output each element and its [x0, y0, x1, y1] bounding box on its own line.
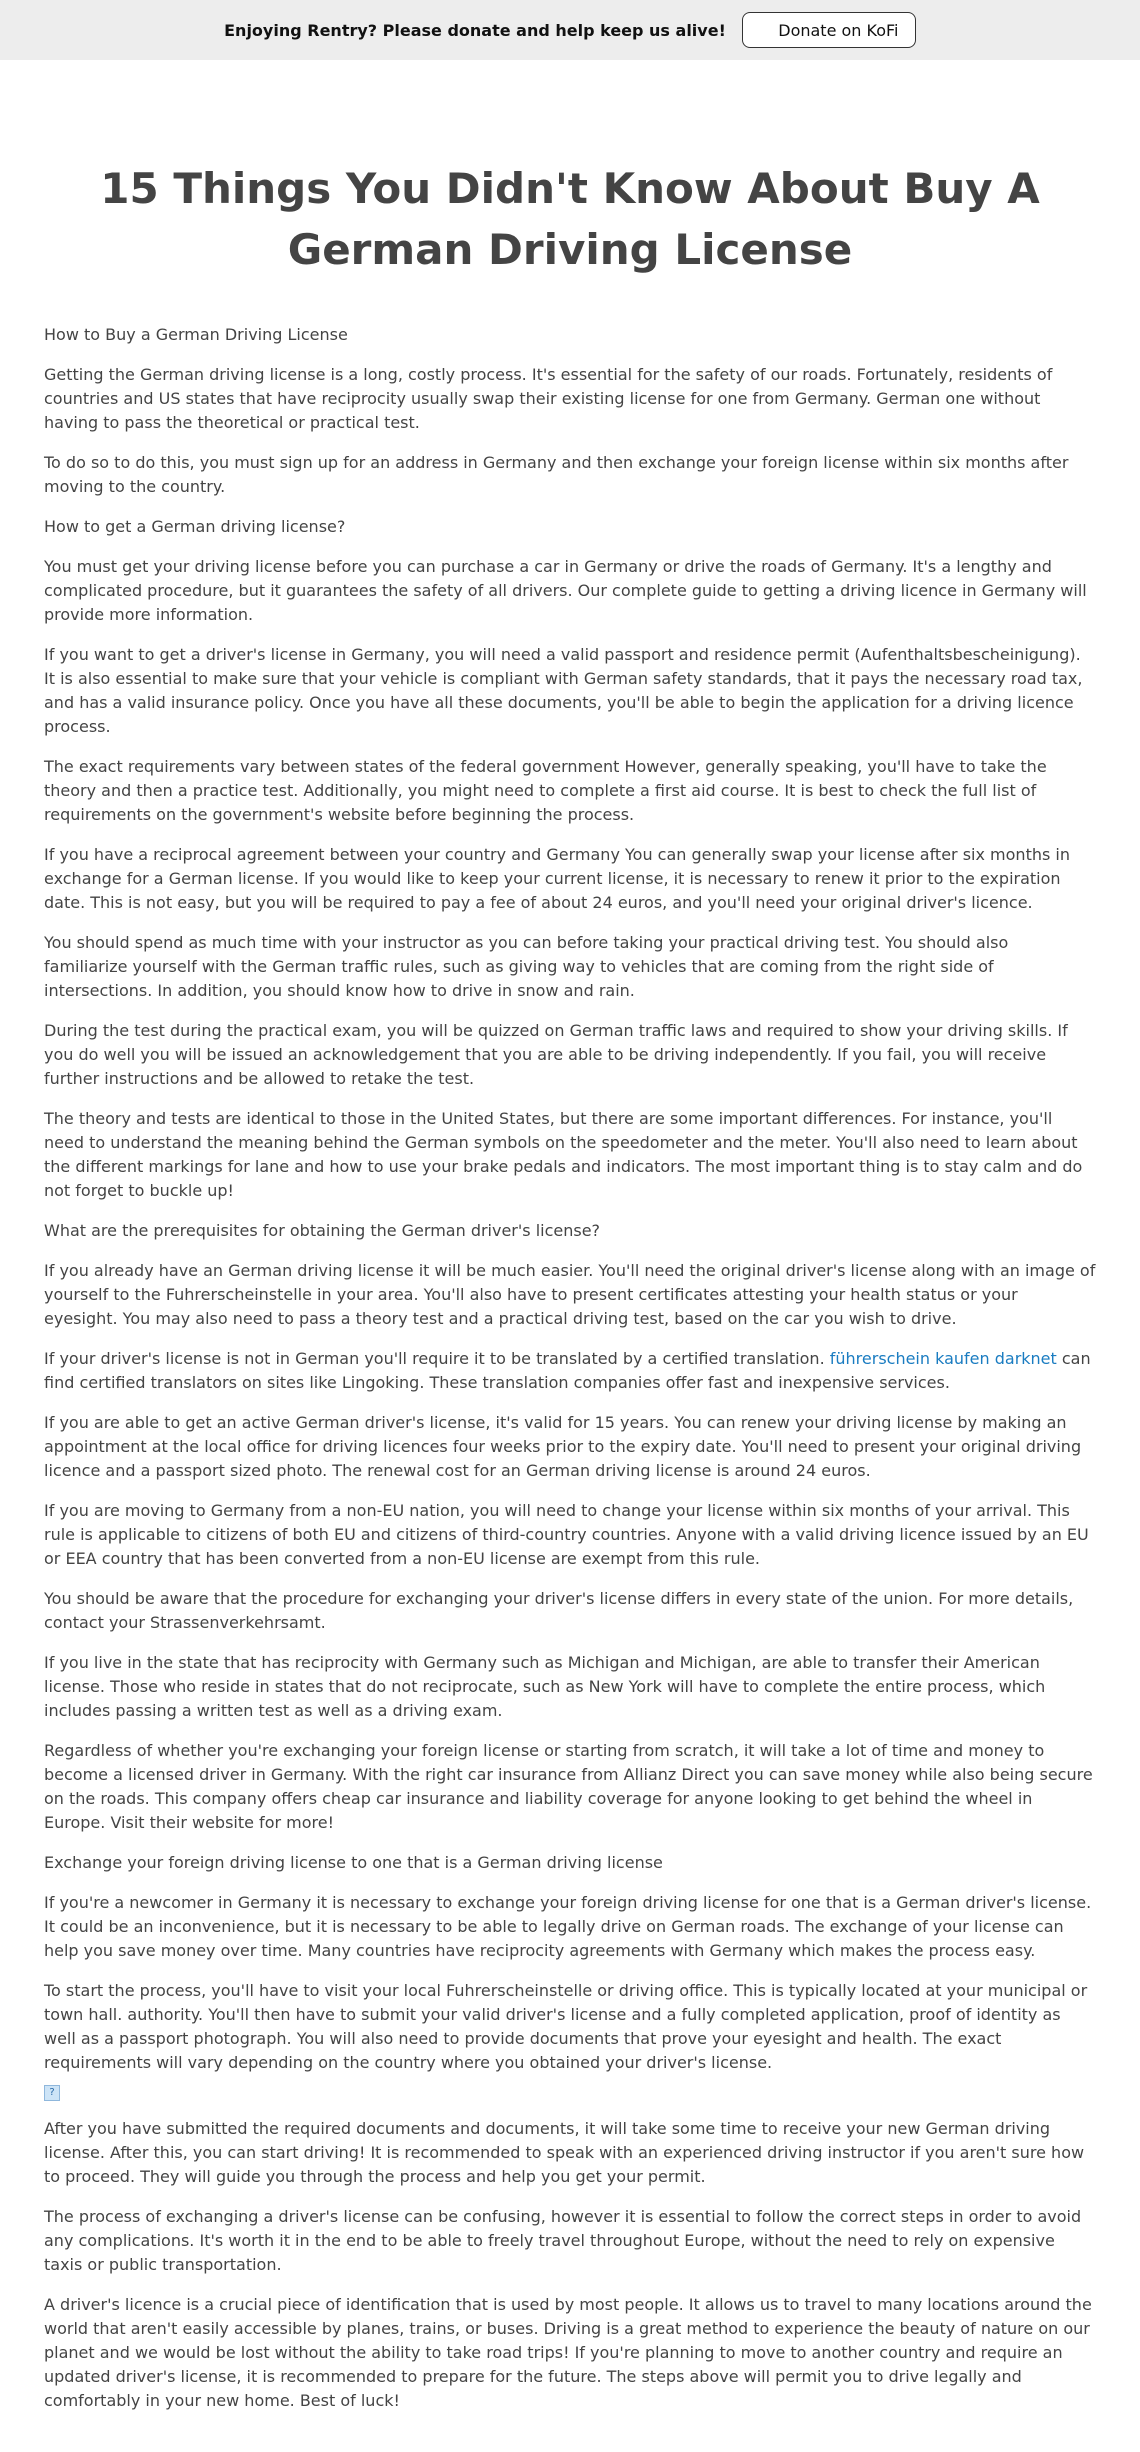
- article-paragraph: If you want to get a driver's license in Germany, you will need a valid passport and residence permit (Aufenthaltsbescheinigung). It is also essential to make sure that your vehicle is compliant with German safety standards, that it pays the necessary road tax, and has a valid insurance policy. Once you have all these documents, you'll be able to begin the application for a driving licence process.: [44, 645, 1083, 736]
- article-content: [44, 60, 1096, 2429]
- article-paragraph: You should be aware that the procedure for exchanging your driver's license differs in every state of the union. For more details, contact your Strassenverkehrsamt.: [44, 1589, 1074, 1632]
- article-paragraph: During the test during the practical exam, you will be quizzed on German traffic laws and required to show your driving skills. If you do well you will be issued an acknowledgement that you are able to be driving independently. If you fail, you will receive further instructions and be allowed to retake the test.: [44, 1021, 1068, 1088]
- article-paragraph: Exchange your foreign driving license to one that is a German driving license: [44, 1853, 663, 1872]
- article-paragraph: Getting the German driving license is a long, costly process. It's essential for the safety of our roads. Fortunately, residents of countries and US states that have reciprocity usually swap their existing license for one from Germany. German one without having to pass the theoretical or practical test.: [44, 365, 1053, 432]
- article-paragraph: The exact requirements vary between states of the federal government However, generally speaking, you'll have to take the theory and then a practice test. Additionally, you might need to complete a first aid course. It is best to check the full list of requirements on the government's website before beginning the process.: [44, 757, 1047, 824]
- article-paragraph: You must get your driving license before you can purchase a car in Germany or drive the roads of Germany. It's a lengthy and complicated procedure, but it guarantees the safety of all drivers. Our complete guide to getting a driving licence in Germany will provide more information.: [44, 557, 1087, 624]
- broken-image-icon: ?: [44, 2085, 60, 2101]
- article-paragraph: If you have a reciprocal agreement between your country and Germany You can generally swap your license after six months in exchange for a German license. If you would like to keep your current license, it is necessary to renew it prior to the expiration date. This is not easy, but you will be required to pay a fee of about 24 euros, and you'll need your original driver's licence.: [44, 845, 1070, 912]
- article-paragraph: To do so to do this, you must sign up for an address in Germany and then exchange your foreign license within six months after moving to the country.: [44, 453, 1069, 496]
- article-paragraph: To start the process, you'll have to visit your local Fuhrerscheinstelle or driving office. This is typically located at your municipal or town hall. authority. You'll then have to submit your valid driver's license and a fully completed application, proof of identity as well as a passport photograph. You will also need to provide documents that prove your eyesight and health. The exact requirements will vary depending on the country where you obtained your driver's license.: [44, 1981, 1088, 2072]
- article-paragraph: The process of exchanging a driver's license can be confusing, however it is essential to follow the correct steps in order to avoid any complications. It's worth it in the end to be able to freely travel throughout Europe, without the need to rely on expensive taxis or public transportation.: [44, 2207, 1082, 2274]
- article-paragraph-with-link: [44, 1347, 1096, 1395]
- donation-banner-text: Enjoying Rentry? Please donate and help keep us alive!: [224, 20, 726, 40]
- article-paragraph: After you have submitted the required documents and documents, it will take some time to receive your new German driving license. After this, you can start driving! It is recommended to speak with an experienced driving instructor if you aren't sure how to proceed. They will guide you through the process and help you get your permit.: [44, 2119, 1085, 2186]
- article-paragraph: If you already have an German driving license it will be much easier. You'll need the original driver's license along with an image of yourself to the Fuhrerscheinstelle in your area. You'll also have to present certificates attesting your health status or your eyesight. You may also need to pass a theory test and a practical driving test, based on the car you wish to drive.: [44, 1261, 1096, 1328]
- article-paragraph: How to Buy a German Driving License: [44, 325, 348, 344]
- donation-banner: [0, 0, 1140, 60]
- article-body: [44, 323, 1096, 2413]
- article-paragraph: A driver's licence is a crucial piece of identification that is used by most people. It allows us to travel to many locations around the world that aren't easily accessible by planes, trains, or buses. Driving is a great method to experience the beauty of nature on our planet and we would be lost without the ability to take road trips! If you're planning to move to another country and require an updated driver's license, it is recommended to prepare for the future. The steps above will permit you to drive legally and comfortably in your new home. Best of luck!: [44, 2295, 1092, 2410]
- article-paragraph: How to get a German driving license?: [44, 517, 346, 536]
- article-paragraph: You should spend as much time with your instructor as you can before taking your practical driving test. You should also familiarize yourself with the German traffic rules, such as giving way to vehicles that are coming from the right side of intersections. In addition, you should know how to drive in snow and rain.: [44, 933, 1009, 1000]
- donate-kofi-button-label: Donate on KoFi: [778, 20, 899, 40]
- article-paragraph: What are the prerequisites for obtaining the German driver's license?: [44, 1221, 601, 1240]
- donate-kofi-button[interactable]: [742, 12, 916, 48]
- article-paragraph: The theory and tests are identical to those in the United States, but there are some important differences. For instance, you'll need to understand the meaning behind the German symbols on the speedometer and the meter. You'll also need to learn about the different markings for lane and how to use your brake pedals and indicators. The most important thing is to stay calm and do not forget to buckle up!: [44, 1109, 1083, 1200]
- article-paragraph: If you are able to get an active German driver's license, it's valid for 15 years. You can renew your driving license by making an appointment at the local office for driving licences four weeks prior to the expiry date. You'll need to present your original driving licence and a passport sized photo. The renewal cost for an German driving license is around 24 euros.: [44, 1413, 1082, 1480]
- article-paragraph: If you're a newcomer in Germany it is necessary to exchange your foreign driving license for one that is a German driver's license. It could be an inconvenience, but it is necessary to be able to legally drive on German roads. The exchange of your license can help you save money over time. Many countries have reciprocity agreements with Germany which makes the process easy.: [44, 1893, 1092, 1960]
- article-paragraph: If you live in the state that has reciprocity with Germany such as Michigan and Michigan, are able to transfer their American license. Those who reside in states that do not reciprocate, such as New York will have to complete the entire process, which includes passing a written test as well as a driving exam.: [44, 1653, 1046, 1720]
- fuhrerschein-link[interactable]: führerschein kaufen darknet: [829, 1349, 1057, 1368]
- kofi-cup-icon: [769, 21, 770, 39]
- page-title: 15 Things You Didn't Know About Buy A German Driving License: [100, 164, 1040, 274]
- linked-paragraph-after: can find certified translators on sites like Lingoking. These translation companies offer fast and inexpensive services.: [44, 1349, 1091, 1392]
- linked-paragraph-before: If your driver's license is not in German you'll require it to be translated by a certified translation.: [44, 1349, 830, 1368]
- article-paragraph: Regardless of whether you're exchanging your foreign license or starting from scratch, it will take a lot of time and money to become a licensed driver in Germany. With the right car insurance from Allianz Direct you can save money while also being secure on the roads. This company offers cheap car insurance and liability coverage for anyone looking to get behind the wheel in Europe. Visit their website for more!: [44, 1741, 1093, 1832]
- article-paragraph: If you are moving to Germany from a non-EU nation, you will need to change your license within six months of your arrival. This rule is applicable to citizens of both EU and citizens of third-country countries. Anyone with a valid driving licence issued by an EU or EEA country that has been converted from a non-EU license are exempt from this rule.: [44, 1501, 1089, 1568]
